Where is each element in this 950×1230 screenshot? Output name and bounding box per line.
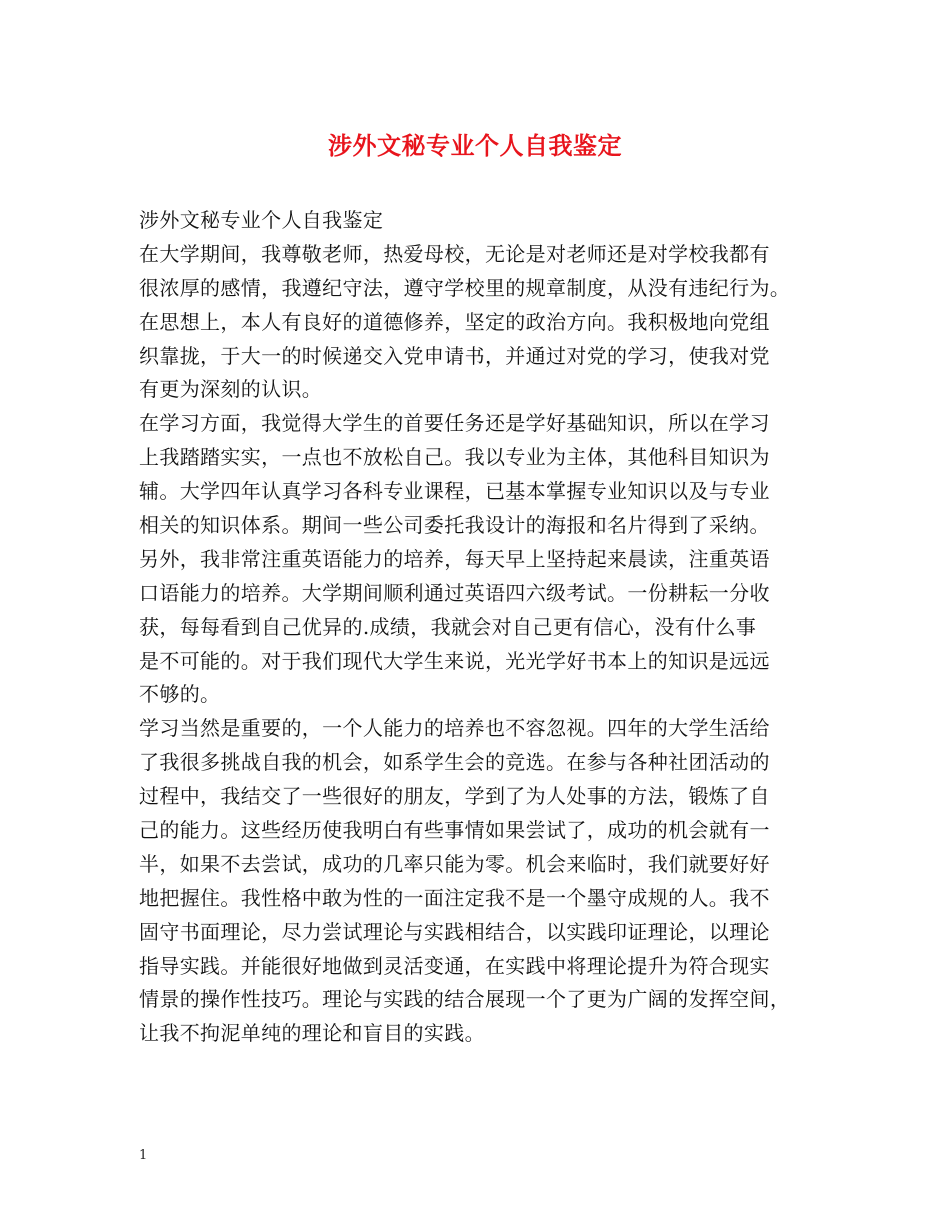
body-line: 是不可能的。对于我们现代大学生来说，光光学好书本上的知识是远远 <box>139 648 770 673</box>
body-line: 不够的。 <box>139 682 221 707</box>
body-line: 上我踏踏实实，一点也不放松自己。我以专业为主体，其他科目知识为 <box>139 445 770 470</box>
body-line: 另外，我非常注重英语能力的培养，每天早上坚持起来晨读，注重英语 <box>139 546 770 571</box>
page-number: 1 <box>139 1148 148 1163</box>
body-line: 半，如果不去尝试，成功的几率只能为零。机会来临时，我们就要好好 <box>139 851 770 876</box>
body-line: 情景的操作性技巧。理论与实践的结合展现一个了更为广阔的发挥空间， <box>139 987 791 1012</box>
body-line: 很浓厚的感情，我遵纪守法，遵守学校里的规章制度，从没有违纪行为。 <box>139 275 791 300</box>
body-line: 指导实践。并能很好地做到灵活变通，在实践中将理论提升为符合现实 <box>139 953 770 978</box>
document-body <box>139 204 819 1051</box>
body-line: 有更为深刻的认识。 <box>139 377 323 402</box>
body-line: 获，每每看到自己优异的.成绩，我就会对自己更有信心，没有什么事 <box>139 614 757 639</box>
body-line: 过程中，我结交了一些很好的朋友，学到了为人处事的方法，锻炼了自 <box>139 784 770 809</box>
body-line: 了我很多挑战自我的机会，如系学生会的竞选。在参与各种社团活动的 <box>139 750 770 775</box>
body-line: 学习当然是重要的，一个人能力的培养也不容忽视。四年的大学生活给 <box>139 716 770 741</box>
body-line: 织靠拢，于大一的时候递交入党申请书，并通过对党的学习，使我对党 <box>139 343 770 368</box>
document-title: 涉外文秘专业个人自我鉴定 <box>328 131 622 160</box>
body-line: 固守书面理论，尽力尝试理论与实践相结合，以实践印证理论，以理论 <box>139 919 770 944</box>
body-line: 口语能力的培养。大学期间顺利通过英语四六级考试。一份耕耘一分收 <box>139 580 770 605</box>
body-line: 在大学期间，我尊敬老师，热爱母校，无论是对老师还是对学校我都有 <box>139 241 770 266</box>
body-line: 己的能力。这些经历使我明白有些事情如果尝试了，成功的机会就有一 <box>139 818 770 843</box>
body-line: 在思想上，本人有良好的道德修养，坚定的政治方向。我积极地向党组 <box>139 309 770 334</box>
body-line: 在学习方面，我觉得大学生的首要任务还是学好基础知识，所以在学习 <box>139 411 770 436</box>
body-line: 让我不拘泥单纯的理论和盲目的实践。 <box>139 1021 485 1046</box>
body-line: 地把握住。我性格中敢为性的一面注定我不是一个墨守成规的人。我不 <box>139 885 770 910</box>
body-line: 涉外文秘专业个人自我鉴定 <box>139 208 384 232</box>
body-line: 相关的知识体系。期间一些公司委托我设计的海报和名片得到了采纳。 <box>139 513 770 538</box>
body-line: 辅。大学四年认真学习各科专业课程，已基本掌握专业知识以及与专业 <box>139 479 770 504</box>
